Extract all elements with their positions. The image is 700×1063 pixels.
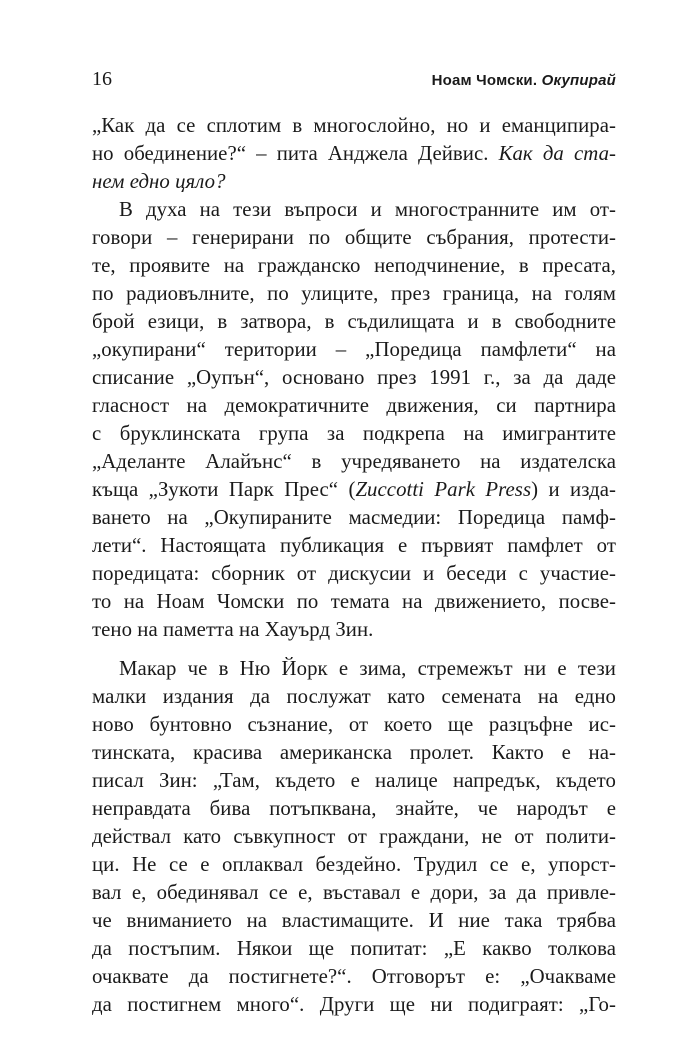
text-line: [92, 224, 616, 252]
text-line: [92, 616, 616, 644]
text-line: [92, 907, 616, 935]
paragraph: [92, 196, 616, 644]
text-segment: малки издания да послужат като семената на едно: [92, 685, 616, 708]
text-line: [92, 991, 616, 1019]
text-segment: да постигнем много“. Други ще ни подиграят: „Го-: [92, 993, 616, 1016]
book-page: [92, 68, 616, 1019]
text-line: [92, 336, 616, 364]
text-line: [92, 112, 616, 140]
text-segment: вал е, обединявал се е, въставал е дори, за да привле-: [92, 881, 616, 904]
text-line: [92, 767, 616, 795]
text-segment: неправдата бива потъпквана, знайте, че народът е: [92, 797, 616, 820]
text-segment: че вниманието на властимащите. И ние така трябва: [92, 909, 616, 932]
text-line: [92, 823, 616, 851]
text-line: [92, 308, 616, 336]
text-line: [92, 196, 616, 224]
text-line: [92, 655, 616, 683]
text-line: [92, 252, 616, 280]
text-line: [92, 739, 616, 767]
text-segment: „окупирани“ територии – „Поредица памфлети“ на: [92, 338, 616, 361]
text-line: [92, 420, 616, 448]
text-line: [92, 795, 616, 823]
text-segment: ването на „Окупираните масмедии: Поредица памф-: [92, 506, 616, 529]
page-number: 16: [92, 68, 112, 90]
text-line: [92, 588, 616, 616]
text-segment: с бруклинската група за подкрепа на имигрантите: [92, 422, 616, 445]
text-segment: действал като съвкупност от граждани, не от полити-: [92, 825, 616, 848]
text-line: [92, 683, 616, 711]
text-segment: „Аделанте Алайънс“ в учредяването на издателска: [92, 450, 616, 473]
text-segment: ци. Не се е оплаквал бездейно. Трудил се е, упорст-: [92, 853, 616, 876]
text-line: [92, 560, 616, 588]
text-segment: гласност на демократичните движения, си партнира: [92, 394, 616, 417]
italic-text: Zuccotti Park Press: [355, 478, 532, 501]
text-segment: Макар че в Ню Йорк е зима, стремежът ни е тези: [119, 657, 616, 680]
text-segment: ново бунтовно съзнание, от което ще разцъфне ис-: [92, 713, 616, 736]
text-segment: брой езици, в затвора, в съдилищата и в свободните: [92, 310, 616, 333]
text-line: [92, 963, 616, 991]
paragraph: [92, 655, 616, 1019]
text-line: [92, 392, 616, 420]
italic-text: нем едно цяло?: [92, 170, 226, 193]
text-line: [92, 879, 616, 907]
italic-text: Как да ста-: [498, 142, 616, 165]
header-author: Ноам Чомски.: [431, 72, 538, 89]
text-line: [92, 935, 616, 963]
paragraph: [92, 112, 616, 196]
text-line: [92, 711, 616, 739]
text-segment: списание „Оупън“, основано през 1991 г., за да даде: [92, 366, 616, 389]
text-line: [92, 448, 616, 476]
text-segment: по радиовълните, по улиците, през граница, на голям: [92, 282, 616, 305]
text-segment: ) и изда-: [531, 478, 616, 501]
text-segment: поредицата: сборник от дискусии и беседи с участие-: [92, 562, 616, 585]
text-segment: да постъпим. Някои ще попитат: „Е какво толкова: [92, 937, 616, 960]
text-segment: тинската, красива американска пролет. Както е на-: [92, 741, 616, 764]
text-segment: но обединение?“ – пита Анджела Дейвис.: [92, 142, 499, 165]
text-line: [92, 504, 616, 532]
text-line: [92, 280, 616, 308]
text-line: [92, 140, 616, 168]
text-line: [92, 532, 616, 560]
text-segment: писал Зин: „Там, където е налице напредък, където: [92, 769, 616, 792]
body-text: [92, 112, 616, 1019]
text-segment: къща „Зукоти Парк Прес“ (: [92, 478, 356, 501]
text-line: [92, 364, 616, 392]
text-segment: тено на паметта на Хауърд Зин.: [92, 618, 374, 641]
header-book-title: Окупирай: [541, 72, 616, 89]
running-head: [92, 68, 616, 98]
text-line: [92, 168, 616, 196]
text-segment: говори – генерирани по общите събрания, протести-: [92, 226, 616, 249]
text-segment: В духа на тези въпроси и многостранните им от-: [119, 198, 616, 221]
header-title: [432, 72, 616, 89]
text-segment: те, проявите на гражданско неподчинение, в пресата,: [92, 254, 616, 277]
text-line: [92, 476, 616, 504]
text-segment: лети“. Настоящата публикация е първият памфлет от: [92, 534, 616, 557]
text-line: [92, 851, 616, 879]
text-segment: „Как да се сплотим в многослойно, но и еманципира-: [92, 114, 616, 137]
text-segment: очаквате да постигнете?“. Отговорът е: „Очакваме: [92, 965, 616, 988]
text-segment: то на Ноам Чомски по темата на движението, посве-: [92, 590, 616, 613]
